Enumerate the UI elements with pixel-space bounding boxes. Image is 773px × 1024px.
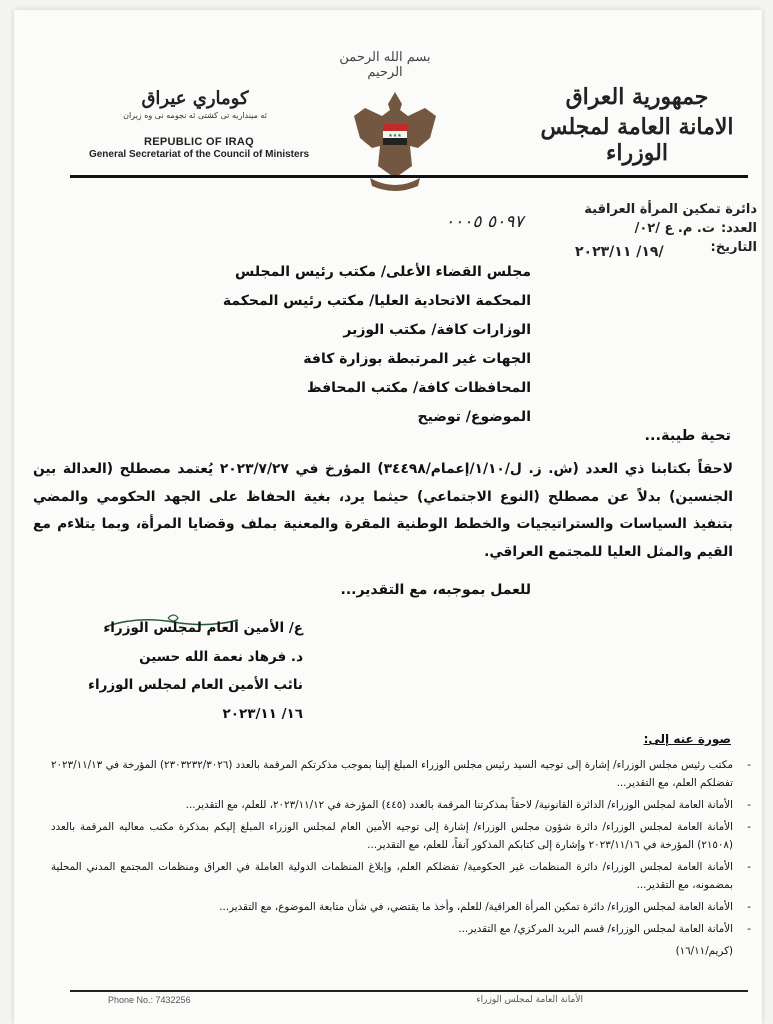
copy-item-text: الأمانة العامة لمجلس الوزراء/ الدائرة القانونية/ لاحقاً بمذكرتنا المرقمة بالعدد (٤٤٥) المؤرخة في ٢٠٢٣/١١/١٢، للعلم، مع التقدير...: [185, 799, 733, 811]
svg-text:★★★: ★★★: [388, 133, 402, 139]
subject-line: الموضوع/ توضيح: [417, 409, 531, 425]
signature-date: ١٦/ ٢٠٢٣/١١: [222, 705, 303, 722]
greeting: تحية طيبة...: [644, 428, 731, 444]
footer-divider: [70, 990, 748, 992]
copy-item: - الأمانة العامة لمجلس الوزراء/ دائرة المنظمات غير الحكومية/ تفضلكم العلم، وإبلاغ المنظمات الدولية العاملة في العراق ومنظمات المجتمع المدني المحلية بمضمونه، مع التقدير...: [51, 861, 751, 891]
copy-item-text: مكتب رئيس مجلس الوزراء/ إشارة إلى توجيه السيد رئيس مجلس الوزراء المبلغ إلينا بموجب مذكرتكم المرقمة بالعدد (٢٣٠٣٢٣٢/٣٠٢٦) المؤرخة في ٢٠٢٣/١١/١٣ تفضلكم العلم، مع التقدير...: [51, 759, 733, 789]
secretariat-title-en: General Secretariat of the Council of Ministers: [88, 149, 310, 160]
header-right-arabic: [527, 84, 747, 166]
copies-list: [51, 756, 751, 960]
copy-item: - الأمانة العامة لمجلس الوزراء/ الدائرة القانونية/ لاحقاً بمذكرتنا المرقمة بالعدد (٤٤٥) المؤرخة في ٢٠٢٣/١١/١٢، للعلم، مع التقدير...: [185, 799, 751, 811]
iraq-eagle-emblem-icon: [350, 86, 440, 196]
addressee-item: مجلس القضاء الأعلى/ مكتب رئيس المجلس: [235, 264, 531, 280]
addressee-list: [111, 258, 531, 432]
addressee-item: الجهات غير المرتبطة بوزارة كافة: [303, 351, 531, 367]
copy-item-text: الأمانة العامة لمجلس الوزراء/ قسم البريد المركزي/ مع التقدير...: [458, 923, 733, 935]
copy-item: - الأمانة العامة لمجلس الوزراء/ دائرة تمكين المرأة العراقية/ للعلم، وأخذ ما يقتضي، في شأن متابعة الموضوع، مع التقدير...: [219, 901, 751, 913]
republic-title-ar: جمهورية العراق: [565, 84, 709, 110]
date-value: ١٩/ ٢٠٢٣/١١/: [575, 244, 664, 260]
closing-line: للعمل بموجبه، مع التقدير...: [340, 582, 531, 598]
body-paragraph: لاحقاً بكتابنا ذي العدد (ش. ز. ل/١/١٠/إعمام/٣٤٤٩٨) المؤرخ في ٢٠٢٣/٧/٢٧ يُعتمد مصطلح (العدالة بين الجنسين) بدلاً عن مصطلح (النوع الاجتماعي) حيثما يرد، بغية الحفاظ على الجهد الحكومي والمضي بتنفيذ السياسات والستراتيجيات والخطط الوطنية المقرة والمعنية بملف وقضايا المرأة، وبما يتلاءم مع القيم والمثل العليا للمجتمع العراقي.: [33, 461, 733, 560]
number-stamp: ٥٠٩٧ ٠٠٠٥: [445, 212, 524, 232]
copy-item-text: الأمانة العامة لمجلس الوزراء/ دائرة شؤون مجلس الوزراء/ إشارة إلى توجيه الأمين العام لمجلس الوزراء المبلغ إليكم بمذكرة مكتب معاليه المرقمة بالعدد (٢١٥٠٨) المؤرخة في ٢٠٢٣/١١/١٦ وإشارة إلى كتابكم المذكور آنفاً، للعلم، مع التقدير...: [51, 821, 733, 851]
basmala: بسم الله الرحمن الرحيم: [339, 50, 431, 80]
header-english: [74, 136, 324, 160]
republic-title-ku: كوماري عيراق: [141, 88, 249, 109]
copy-item: - الأمانة العامة لمجلس الوزراء/ قسم البريد المركزي/ مع التقدير...: [458, 923, 751, 935]
date-label: التاريخ:: [710, 240, 757, 255]
header-left-kurdish: [70, 88, 320, 120]
secretariat-title-ar: الامانة العامة لمجلس الوزراء: [540, 114, 734, 166]
signatory-name: د. فرهاد نعمة الله حسين: [139, 648, 303, 665]
department-name: دائرة تمكين المرأة العراقية: [584, 202, 757, 217]
copies-footer: (كريم/١٦/١١): [675, 945, 733, 957]
copy-item: - مكتب رئيس مجلس الوزراء/ إشارة إلى توجيه السيد رئيس مجلس الوزراء المبلغ إلينا بموجب مذكرتكم المرقمة بالعدد (٢٣٠٣٢٣٢/٣٠٢٦) المؤرخة في ٢٠٢٣/١١/١٣ تفضلكم العلم، مع التقدير...: [51, 759, 751, 789]
signature-block: [63, 614, 303, 728]
copy-item-text: الأمانة العامة لمجلس الوزراء/ دائرة المنظمات غير الحكومية/ تفضلكم العلم، وإبلاغ المنظمات الدولية العاملة في العراق ومنظمات المجتمع المدني المحلية بمضمونه، مع التقدير...: [51, 861, 733, 891]
number-row: [517, 219, 757, 238]
header-divider: [70, 175, 748, 178]
footer-org: الأمانة العامة لمجلس الوزراء: [476, 995, 583, 1005]
addressee-item: الوزارات كافة/ مكتب الوزير: [343, 322, 531, 338]
signature-title: ع/ الأمين العام لمجلس الوزراء: [103, 620, 303, 636]
phone-number: Phone No.: 7432256: [108, 995, 191, 1005]
addressee-item: المحافظات كافة/ مكتب المحافظ: [307, 380, 531, 396]
copies-heading: صورة عنه إلى:: [643, 732, 731, 746]
number-value: ت. م. ع /٠٢/: [634, 221, 715, 236]
number-label: العدد:: [720, 221, 757, 236]
copy-item: - الأمانة العامة لمجلس الوزراء/ دائرة شؤون مجلس الوزراء/ إشارة إلى توجيه الأمين العام لمجلس الوزراء المبلغ إليكم بمذكرة مكتب معاليه المرقمة بالعدد (٢١٥٠٨) المؤرخة في ٢٠٢٣/١١/١٦ وإشارة إلى كتابكم المذكور آنفاً، للعلم، مع التقدير...: [51, 821, 751, 851]
addressee-item: المحكمة الاتحادية العليا/ مكتب رئيس المحكمة: [222, 293, 531, 309]
secretariat-title-ku: ئه مينداريه تى كشتى ئه نجومه نى وه زيران: [123, 111, 267, 120]
republic-title-en: REPUBLIC OF IRAQ: [144, 136, 254, 148]
signatory-position: نائب الأمين العام لمجلس الوزراء: [88, 677, 303, 693]
copy-item-text: الأمانة العامة لمجلس الوزراء/ دائرة تمكين المرأة العراقية/ للعلم، وأخذ ما يقتضي، في شأن متابعة الموضوع، مع التقدير...: [219, 901, 733, 913]
